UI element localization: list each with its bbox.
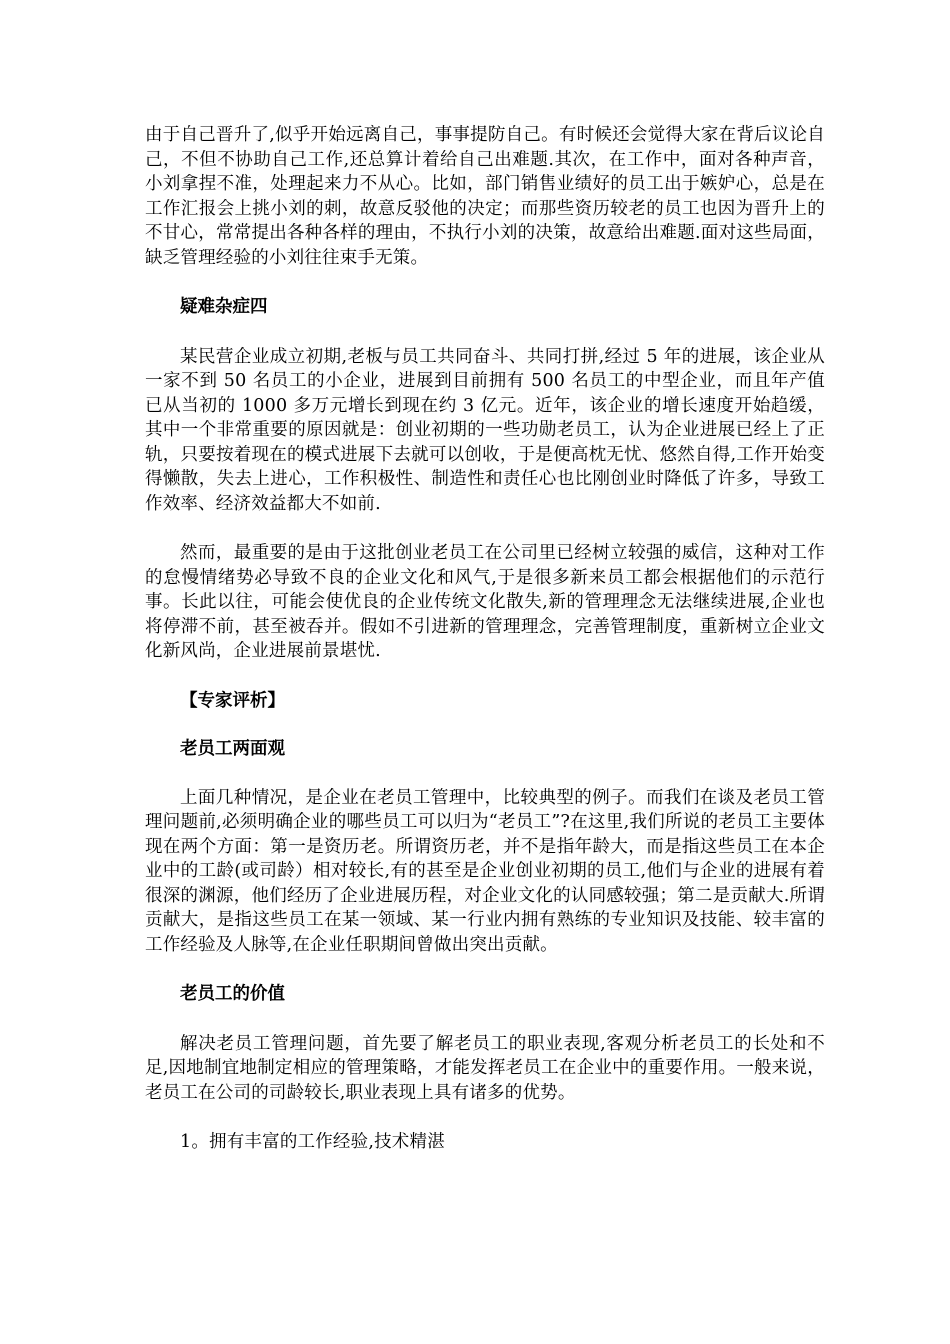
section-heading-two-views: 老员工两面观 <box>180 739 285 759</box>
paragraph-intro-continued: 由于自己晋升了,似乎开始远离自己，事事提防自己。有时候还会觉得大家在背后议论自己，不但不协助自己工作,还总算计着给自己出难题.其次，在工作中，面对各种声音，小刘拿捏不准，处理起来力不从心。比如，部门销售业绩好的员工出于嫉妒心，总是在工作汇报会上挑小刘的刺，故意反驳他的决定；而那些资历较老的员工也因为晋升上的不甘心，常常提出各种各样的理由，不执行小刘的决策，故意给出难题.面对这些局面，缺乏管理经验的小刘往往束手无策。 <box>145 125 825 268</box>
section-heading-expert-review: 【专家评析】 <box>180 690 285 711</box>
list-item-first-advantage: 1。拥有丰富的工作经验,技术精湛 <box>180 1132 445 1152</box>
document-page <box>145 123 825 1155</box>
paragraph-two-views: 上面几种情况，是企业在老员工管理中，比较典型的例子。而我们在谈及老员工管理问题前,必须明确企业的哪些员工可以归为“老员工”?在这里,我们所说的老员工主要体现在两个方面：第一是资历老。所谓资历老，并不是指年龄大，而是指这些员工在本企业中的工龄(或司龄）相对较长,有的甚至是企业创业初期的员工,他们与企业的进展有着很深的渊源，他们经历了企业进展历程，对企业文化的认同感较强；第二是贡献大.所谓贡献大，是指这些员工在某一领域、某一行业内拥有熟练的专业知识及技能、较丰富的工作经验及人脉等,在企业任职期间曾做出突出贡献。 <box>145 787 825 955</box>
paragraph-case-four-consequence: 然而，最重要的是由于这批创业老员工在公司里已经树立较强的威信，这种对工作的怠慢情绪势必导致不良的企业文化和风气,于是很多新来员工都会根据他们的示范行事。长此以往，可能会使优良的企业传统文化散失,新的管理理念无法继续进展,企业也将停滞不前，甚至被吞并。假如不引进新的管理理念，完善管理制度，重新树立企业文化新风尚，企业进展前景堪忧. <box>145 543 825 661</box>
paragraph-case-four-description: 某民营企业成立初期,老板与员工共同奋斗、共同打拼,经过 5 年的进展，该企业从一家不到 50 名员工的小企业，进展到目前拥有 500 名员工的中型企业，而且年产值已从当初的 1000 多万元增长到现在约 3 亿元。近年，该企业的增长速度开始趋缓，其中一个非常重要的原因就是：创业初期的一些功勋老员工，认为企业进展已经上了正轨，只要按着现在的模式进展下去就可以创收，于是便高枕无忧、悠然自得,工作开始变得懒散，失去上进心，工作积极性、制造性和责任心也比刚创业时降低了许多，导致工作效率、经济效益都大不如前. <box>145 346 825 514</box>
section-heading-case-four: 疑难杂症四 <box>180 297 268 317</box>
section-heading-value: 老员工的价值 <box>180 984 285 1004</box>
paragraph-value: 解决老员工管理问题，首先要了解老员工的职业表现,客观分析老员工的长处和不足,因地制宜地制定相应的管理策略，才能发挥老员工在企业中的重要作用。一般来说，老员工在公司的司龄较长,职业表现上具有诸多的优势。 <box>145 1033 825 1103</box>
